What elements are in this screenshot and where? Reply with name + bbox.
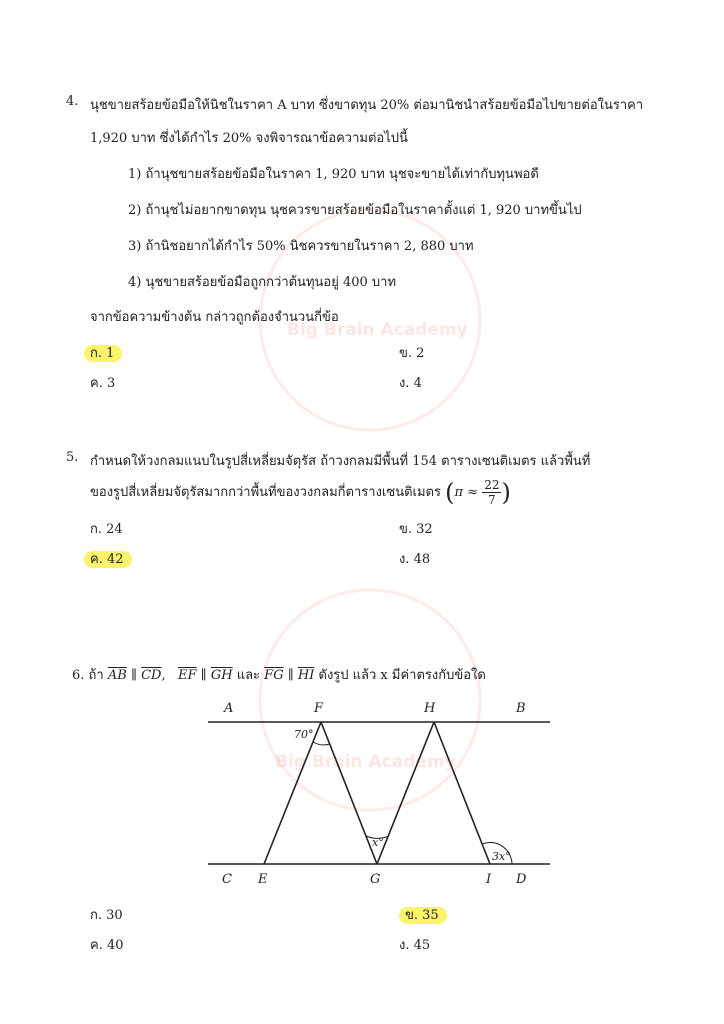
label-e: E	[258, 872, 268, 887]
q4-number: 4.	[66, 94, 79, 109]
angle-label-3x: 3x°	[492, 850, 511, 863]
q6-if: ถ้า	[88, 668, 104, 683]
label-b: B	[516, 701, 526, 716]
q5-line1: กำหนดให้วงกลมแนบในรูปสี่เหลี่ยมจัตุรัส ถ้าวงกลมมีพื้นที่ 154 ตารางเซนติเมตร แล้วพื้นที่	[90, 454, 591, 469]
q4-statement-4: 4) นุชขายสร้อยข้อมือถูกกว่าต้นทุนอยู่ 400 บาท	[128, 275, 397, 290]
q4-option-a-label: ก. 1	[84, 345, 122, 362]
q5-option-a[interactable]: ก. 24	[90, 522, 123, 537]
q6-option-b[interactable]	[405, 904, 447, 925]
q6-figure	[200, 690, 560, 890]
q6-seg-cd: $\overline{CD}$	[141, 668, 162, 683]
q6-option-a[interactable]: ก. 30	[90, 908, 123, 923]
watermark-text-bottom: Big Brain Academy	[275, 752, 456, 772]
q6-seg-ef: $\overline{EF}$	[178, 668, 197, 683]
q4-statement-3: 3) ถ้านิชอยากได้กำไร 50% นิชควรขายในราคา 2, 880 บาท	[128, 239, 474, 254]
label-a: A	[224, 701, 234, 716]
label-h: H	[424, 701, 436, 716]
q6-tail: ดังรูป แล้ว x มีค่าตรงกับข้อใด	[318, 668, 486, 683]
q5-number: 5.	[66, 450, 79, 465]
segment-fg	[321, 722, 377, 864]
q4-option-c[interactable]: ค. 3	[90, 376, 116, 391]
q5-line2-row	[90, 478, 511, 507]
q4-option-b[interactable]: ข. 2	[399, 346, 425, 361]
q5-pi-approx: π ≈	[454, 485, 479, 500]
q4-statement-1: 1) ถ้านุชขายสร้อยข้อมือในราคา 1, 920 บาท นุชจะขายได้เท่ากับทุนพอดี	[128, 167, 539, 182]
q5-line2: ของรูปสี่เหลี่ยมจัตุรัสมากกว่าพื้นที่ของวงกลมกี่ตารางเซนติเมตร	[90, 485, 441, 500]
q5-frac-num: 22	[484, 478, 500, 492]
q5-frac-den: 7	[488, 493, 496, 507]
q4-statement-2: 2) ถ้านุชไม่อยากขาดทุน นุชควรขายสร้อยข้อมือในราคาตั้งแต่ 1, 920 บาทขึ้นไป	[128, 203, 582, 218]
label-i: I	[486, 872, 492, 887]
label-f: F	[314, 701, 324, 716]
q6-par-3: ∥	[287, 668, 294, 683]
q6-seg-ab: $\overline{AB}$	[107, 668, 127, 683]
q5-option-c-label: ค. 42	[84, 551, 132, 568]
q4-line1: นุชขายสร้อยข้อมือให้นิชในราคา A บาท ซึ่งขาดทุน 20% ต่อมานิชนำสร้อยข้อมือไปขายต่อในราคา	[90, 98, 644, 113]
segment-ef	[264, 722, 321, 864]
q6-seg-hi: $\overline{HI}$	[297, 668, 315, 683]
q6-seg-gh: $\overline{GH}$	[210, 668, 233, 683]
q4-option-a[interactable]	[90, 342, 122, 363]
label-g: G	[370, 872, 381, 887]
segment-gh	[377, 722, 434, 864]
q6-option-c[interactable]: ค. 40	[90, 938, 124, 953]
q6-stem: 6. ถ้า $\overline{AB}$ ∥ $\overline{CD}$, $\overline{EF}$ ∥ $\overline{GH}$ และ $\overline{FG}$ ∥ $\overline{HI}$ ดังรูป แล้ว x มีค่าตรงกับข้อใด	[72, 668, 486, 683]
q6-par-1: ∥	[130, 668, 137, 683]
angle-label-70: 70°	[294, 728, 314, 741]
q6-option-d[interactable]: ง. 45	[399, 938, 431, 953]
q5-option-c[interactable]	[90, 548, 132, 569]
angle-label-x: x°	[372, 836, 384, 849]
q6-number: 6.	[72, 668, 85, 683]
q6-seg-fg: $\overline{FG}$	[264, 668, 284, 683]
q4-line2: 1,920 บาท ซึ่งได้กำไร 20% จงพิจารณาข้อความต่อไปนี้	[90, 131, 408, 146]
q4-option-d[interactable]: ง. 4	[399, 376, 422, 391]
q5-fraction	[482, 478, 501, 507]
q5-option-b[interactable]: ข. 32	[399, 522, 433, 537]
label-d: D	[516, 872, 527, 887]
angle-arc-70	[313, 742, 330, 745]
q6-par-2: ∥	[200, 668, 207, 683]
label-c: C	[222, 872, 232, 887]
q6-and: และ	[236, 668, 261, 683]
q4-prompt: จากข้อความข้างต้น กล่าวถูกต้องจำนวนกี่ข้อ	[90, 310, 339, 325]
watermark-text-top: Big Brain Academy	[287, 320, 468, 340]
segment-hi	[434, 722, 490, 864]
q5-paren-open: (	[445, 478, 455, 507]
q5-option-d[interactable]: ง. 48	[399, 552, 431, 567]
q5-paren-close: )	[501, 478, 511, 507]
q6-option-b-label: ข. 35	[399, 907, 447, 924]
